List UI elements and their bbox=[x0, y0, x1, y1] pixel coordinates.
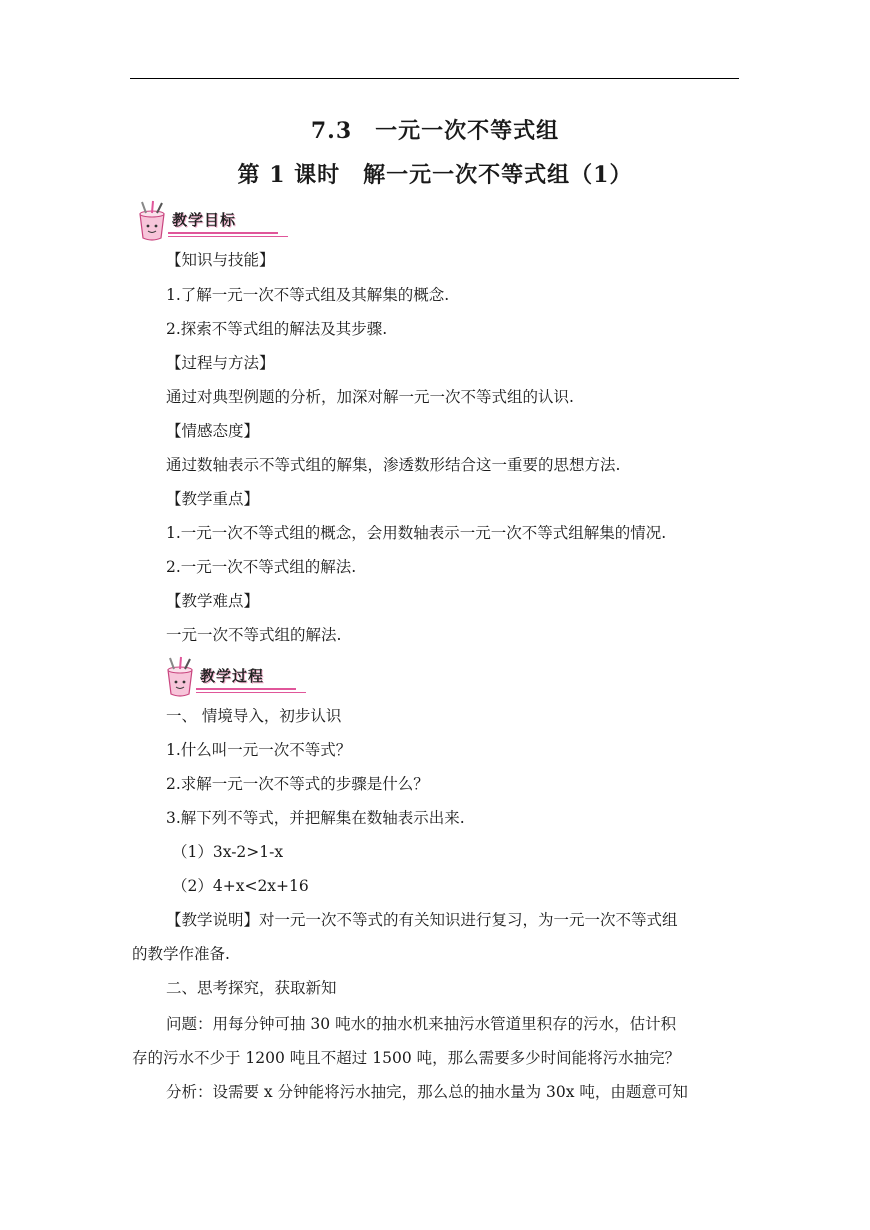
teaching-note-line: 【教学说明】对一元一次不等式的有关知识进行复习，为一元一次不等式组 bbox=[166, 911, 678, 929]
heading-knowledge: 【知识与技能】 bbox=[166, 251, 275, 269]
lesson-title: 第 1 课时 解一元一次不等式组（1） bbox=[237, 162, 633, 188]
badge-underline bbox=[168, 232, 278, 234]
process-badge-label: 教学过程 bbox=[200, 667, 265, 685]
teaching-goal-icon bbox=[132, 200, 172, 244]
problem-line: 问题：用每分钟可抽 30 吨水的抽水机来抽污水管道里积存的污水，估计积 bbox=[166, 1015, 677, 1033]
question-line: 1.什么叫一元一次不等式？ bbox=[166, 741, 352, 759]
objective-line: 1.了解一元一次不等式组及其解集的概念. bbox=[166, 286, 450, 304]
objective-line: 2.探索不等式组的解法及其步骤. bbox=[166, 320, 388, 338]
objective-line: 通过数轴表示不等式组的解集，渗透数形结合这一重要的思想方法. bbox=[166, 456, 621, 474]
section-title: 7.3 一元一次不等式组 bbox=[310, 118, 560, 144]
question-line: 2.求解一元一次不等式的步骤是什么？ bbox=[166, 775, 429, 793]
objective-line: 通过对典型例题的分析，加深对解一元一次不等式组的认识. bbox=[166, 388, 574, 406]
exercise-line: （1）3x-2>1-x bbox=[172, 843, 284, 861]
question-line: 3.解下列不等式，并把解集在数轴表示出来. bbox=[166, 809, 465, 827]
problem-line: 存的污水不少于 1200 吨且不超过 1500 吨，那么需要多少时间能将污水抽完？ bbox=[132, 1049, 681, 1067]
analysis-line: 分析：设需要 x 分钟能将污水抽完，那么总的抽水量为 30x 吨，由题意可知 bbox=[166, 1083, 688, 1101]
process-badge bbox=[160, 656, 310, 702]
heading-key-points: 【教学重点】 bbox=[166, 490, 260, 508]
heading-attitude: 【情感态度】 bbox=[166, 422, 260, 440]
process-step-heading: 二、思考探究，获取新知 bbox=[166, 979, 337, 997]
key-point-line: 2.一元一次不等式组的解法. bbox=[166, 558, 357, 576]
badge-underline bbox=[168, 236, 288, 237]
objectives-badge bbox=[132, 200, 282, 246]
badge-underline bbox=[196, 688, 296, 690]
heading-difficulty: 【教学难点】 bbox=[166, 592, 260, 610]
teaching-note-line: 的教学作准备. bbox=[132, 945, 230, 963]
difficulty-line: 一元一次不等式组的解法. bbox=[166, 626, 342, 644]
process-step-heading: 一、 情境导入，初步认识 bbox=[166, 707, 342, 725]
key-point-line: 1.一元一次不等式组的概念，会用数轴表示一元一次不等式组解集的情况. bbox=[166, 524, 667, 542]
objectives-badge-label: 教学目标 bbox=[172, 211, 237, 229]
heading-process-method: 【过程与方法】 bbox=[166, 354, 275, 372]
exercise-line: （2）4+x<2x+16 bbox=[172, 877, 309, 895]
header-rule bbox=[130, 78, 739, 79]
teaching-process-icon bbox=[160, 656, 200, 700]
badge-underline bbox=[196, 692, 306, 693]
